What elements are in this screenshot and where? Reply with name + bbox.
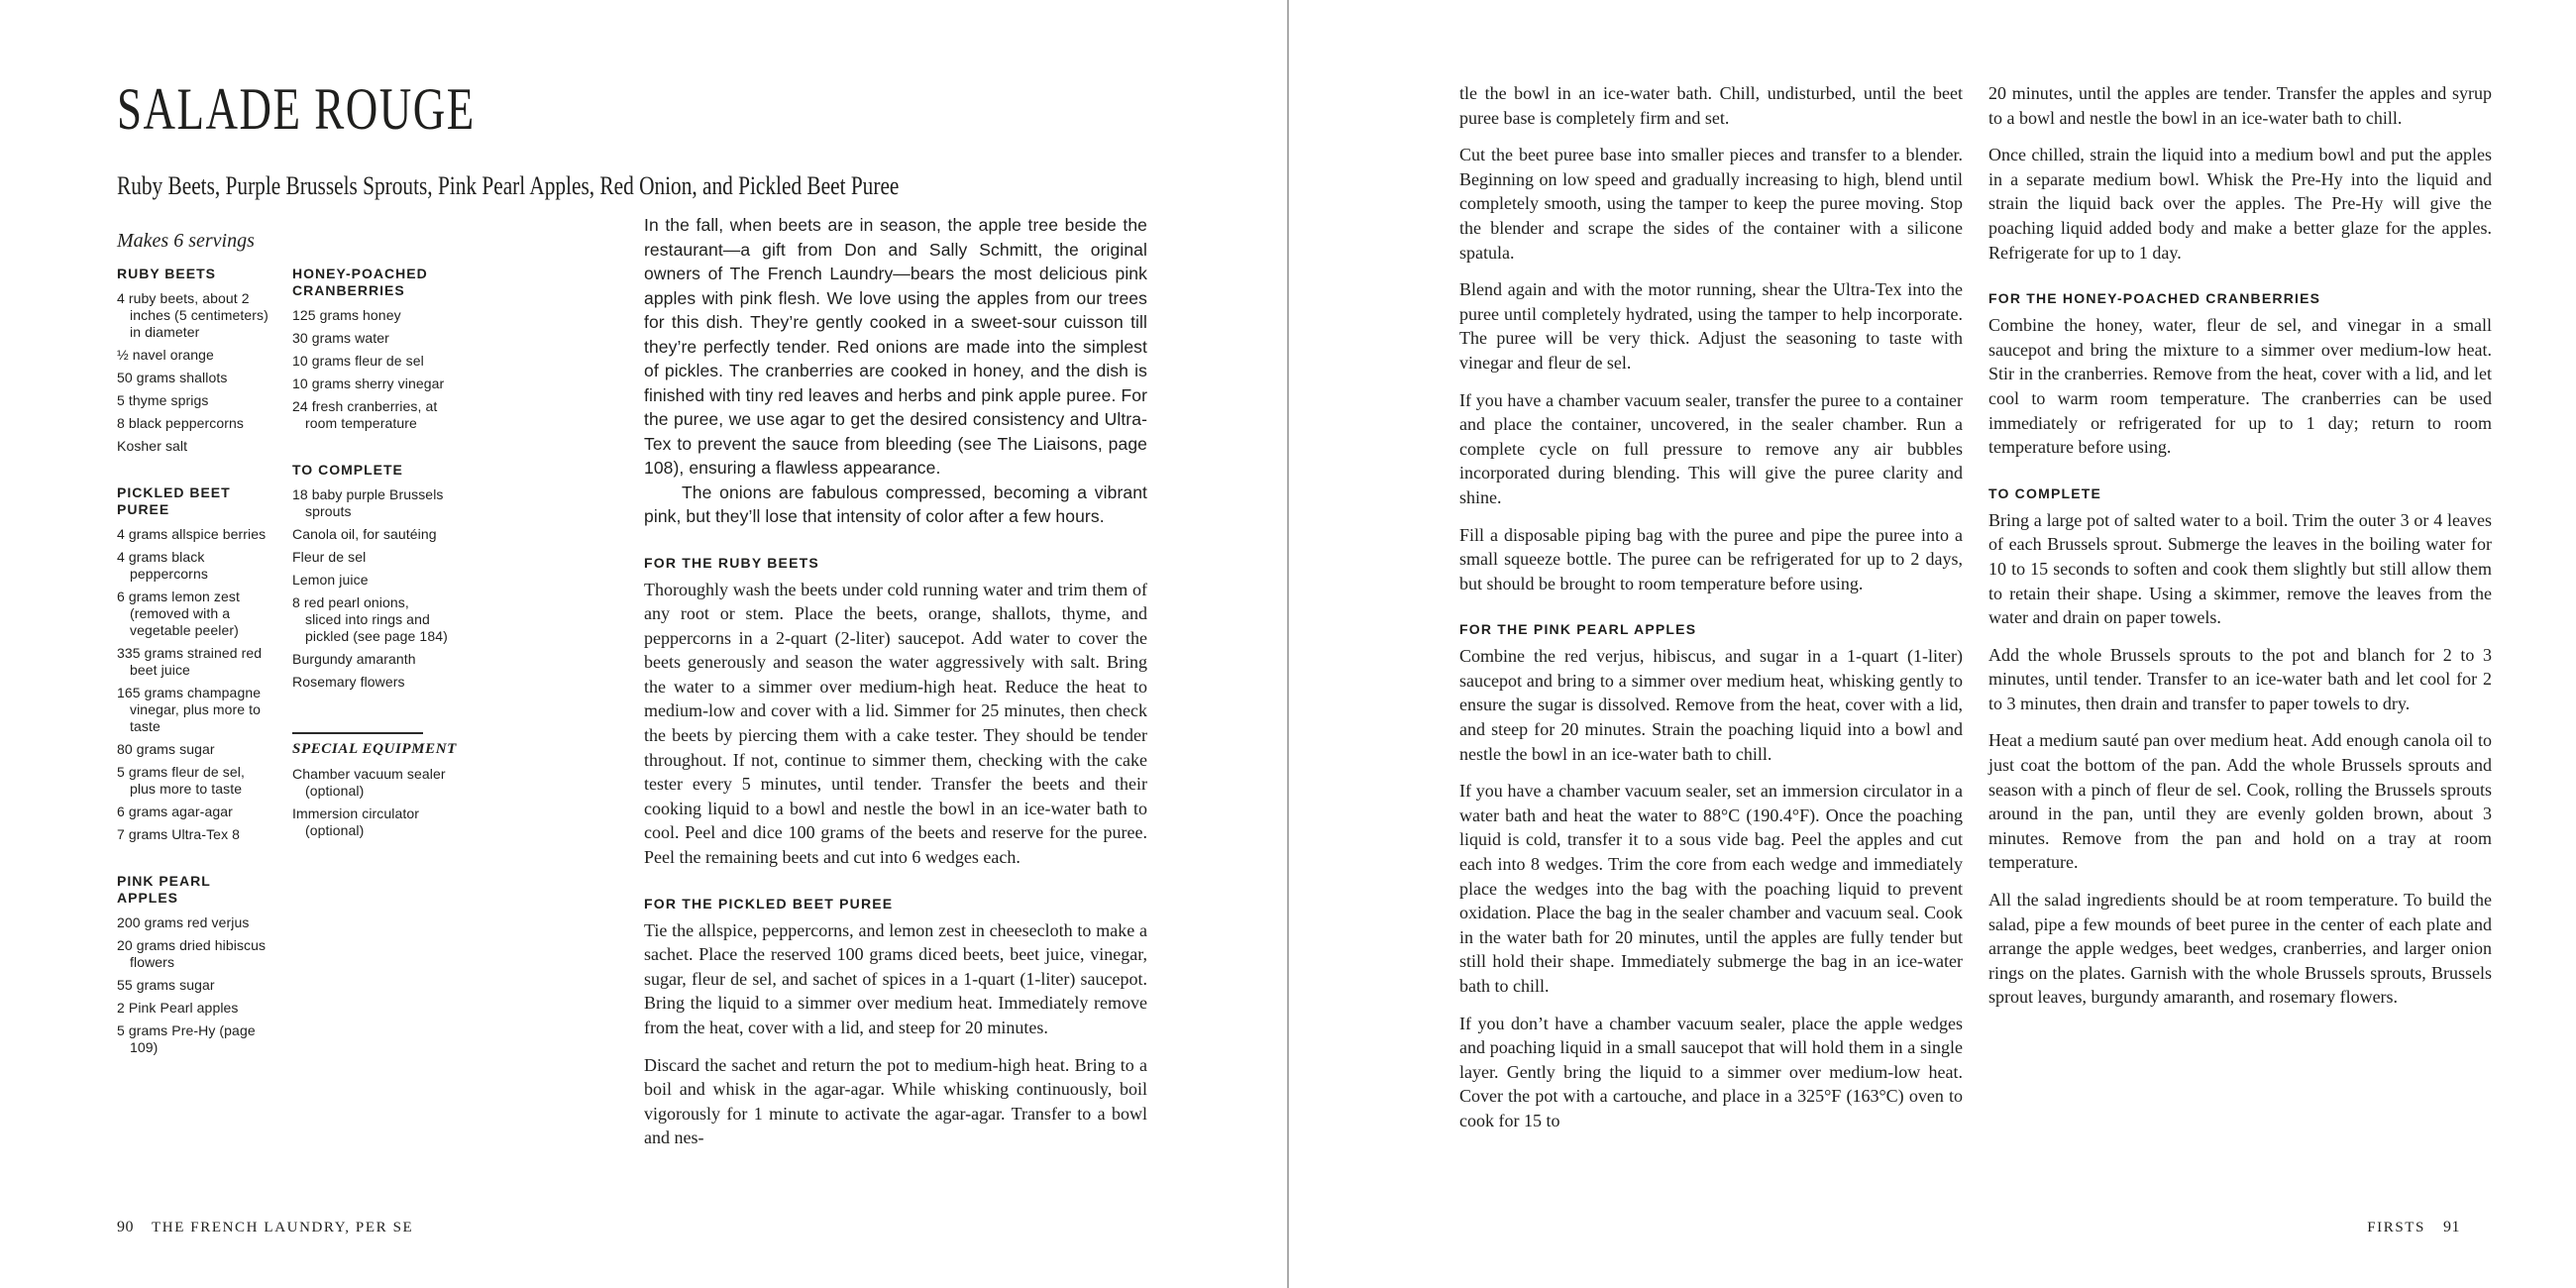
section-heading: FOR THE PICKLED BEET PUREE <box>644 895 894 912</box>
ingredient-item: Burgundy amaranth <box>292 651 416 667</box>
servings-note: Makes 6 servings <box>117 230 255 252</box>
ingredient-item: 6 grams agar-agar <box>117 804 233 819</box>
text-column-2 <box>1988 81 2492 1022</box>
ingredient-item: 5 thyme sprigs <box>117 392 209 408</box>
ingredient-item: Immersion circulator (optional) <box>292 805 420 838</box>
ingredient-group-heading: SPECIAL EQUIPMENT <box>292 732 423 758</box>
ingredient-item: 30 grams water <box>292 330 389 346</box>
ingredient-item: 335 grams strained red beet juice <box>117 645 263 678</box>
ingredient-group-heading: RUBY BEETS <box>117 266 216 281</box>
ingredient-item: 5 grams fleur de sel, plus more to taste <box>117 764 245 797</box>
ingredient-group <box>292 732 457 839</box>
paragraph: 20 minutes, until the apples are tender. Transfer the apples and syrup to a bowl and nestle the bowl in an ice-water bath to chill. <box>1988 83 2492 128</box>
ingredient-item: 80 grams sugar <box>117 741 215 757</box>
ingredient-item: 55 grams sugar <box>117 977 215 993</box>
book-title: THE FRENCH LAUNDRY, PER SE <box>152 1220 414 1235</box>
ingredient-item: 2 Pink Pearl apples <box>117 1000 239 1016</box>
ingredient-item: 165 grams champagne vinegar, plus more to taste <box>117 685 262 734</box>
ingredient-item: 7 grams Ultra-Tex 8 <box>117 826 241 842</box>
ingredient-item: 5 grams Pre-Hy (page 109) <box>117 1022 256 1055</box>
section-name: FIRSTS <box>2367 1220 2425 1235</box>
ingredient-item: 6 grams lemon zest (removed with a vegetable peeler) <box>117 589 240 638</box>
ingredient-group-heading: HONEY-POACHED CRANBERRIES <box>292 266 428 298</box>
ingredient-item: 10 grams fleur de sel <box>292 353 424 369</box>
ingredient-item: 50 grams shallots <box>117 370 228 385</box>
ingredients-column-1 <box>117 266 273 1086</box>
ingredient-item: 200 grams red verjus <box>117 914 250 930</box>
paragraph: tle the bowl in an ice-water bath. Chill, undisturbed, until the beet puree base is completely firm and set. <box>1459 83 1963 128</box>
recipe-title: SALADE ROUGE <box>117 76 476 142</box>
page-number-left: 90 <box>117 1219 134 1235</box>
ingredient-item: 18 baby purple Brussels sprouts <box>292 486 444 519</box>
ingredient-item: 4 grams allspice berries <box>117 526 267 542</box>
ingredient-group-heading: PINK PEARL APPLES <box>117 873 211 906</box>
paragraph: Discard the sachet and return the pot to medium-high heat. Bring to a boil and whisk in the agar-agar. While whisking continuously, boil vigorously for 1 minute to activate the agar-agar. Transfer to a bowl and nes- <box>644 1054 1147 1148</box>
paragraph: All the salad ingredients should be at room temperature. To build the salad, pipe a few mounds of beet puree in the center of each plate and arrange the apple wedges, beet wedges, cranberries, and larger onion rings on the plates. Garnish with the whole Brussels sprouts, Brussels sprout leaves, burgundy amaranth, and rosemary flowers. <box>1988 890 2492 1008</box>
headnote-paragraph: The onions are fabulous compressed, becoming a vibrant pink, but they’ll lose that intensity of color after a few hours. <box>644 482 1147 526</box>
paragraph: Heat a medium sauté pan over medium heat. Add enough canola oil to just coat the bottom of the pan. Add the whole Brussels sprouts and season with a pinch of fleur de sel. Cook, rolling the Brussels sprouts around in the pan, until they are evenly golden brown, about 3 minutes. Remove from the pan and hold on a tray at room temperature. <box>1988 730 2492 873</box>
section-heading: FOR THE HONEY-POACHED CRANBERRIES <box>1988 290 2321 307</box>
paragraph: Blend again and with the motor running, shear the Ultra-Tex into the puree until completely hydrated, using the tamper to help incorporate. The puree will be very thick. Adjust the seasoning to taste with vinegar and fleur de sel. <box>1459 279 1963 373</box>
ingredient-item: 8 red pearl onions, sliced into rings and pickled (see page 184) <box>292 594 448 644</box>
text-column-1 <box>1459 81 1963 1146</box>
ingredient-item: Lemon juice <box>292 572 369 588</box>
ingredient-item: Rosemary flowers <box>292 674 405 690</box>
page-number-right: 91 <box>2443 1219 2460 1235</box>
ingredient-group-heading: PICKLED BEET PUREE <box>117 484 231 517</box>
paragraph: Combine the red verjus, hibiscus, and sugar in a 1-quart (1-liter) saucepot and bring to a simmer over medium heat, whisking gently to ensure the sugar is dissolved. Remove from the heat, cover with a lid, and steep for 20 minutes. Strain the poaching liquid into a bowl and nestle the bowl in an ice-water bath to chill. <box>1459 646 1963 764</box>
method-blocks-left <box>644 555 1147 1150</box>
paragraph: Fill a disposable piping bag with the puree and pipe the puree into a small squeeze bottle. The puree can be refrigerated for up to 2 days, but should be brought to room temperature before using. <box>1459 524 1963 593</box>
section-heading: FOR THE RUBY BEETS <box>644 554 819 571</box>
ingredient-item: 125 grams honey <box>292 307 401 323</box>
ingredient-item: 20 grams dried hibiscus flowers <box>117 937 267 970</box>
ingredient-item: Canola oil, for sautéing <box>292 526 437 542</box>
recipe-subtitle: Ruby Beets, Purple Brussels Sprouts, Pink Pearl Apples, Red Onion, and Pickled Beet Puree <box>117 171 900 200</box>
ingredient-item: ½ navel orange <box>117 347 214 363</box>
ingredient-item: 24 fresh cranberries, at room temperature <box>292 398 438 431</box>
ingredient-item: Fleur de sel <box>292 549 367 565</box>
paragraph: Bring a large pot of salted water to a boil. Trim the outer 3 or 4 leaves of each Brussels sprout. Submerge the leaves in the boiling water for 10 to 15 seconds to soften and cook them slightly but still allow them to retain their shape. Using a skimmer, remove the leaves from the water and drain on paper towels. <box>1988 509 2492 628</box>
paragraph: Add the whole Brussels sprouts to the pot and blanch for 2 to 3 minutes, until tender. Transfer to an ice-water bath and let cool for 2 to 3 minutes, then drain and transfer to paper towels to dry. <box>1988 644 2492 713</box>
ingredient-item: 8 black peppercorns <box>117 415 244 431</box>
paragraph: Combine the honey, water, fleur de sel, and vinegar in a small saucepot and bring the mixture to a simmer over medium-low heat. Stir in the cranberries. Remove from the heat, cover with a lid, and let cool to warm room temperature. The cranberries can be used immediately or refrigerated for up to 1 day; return to room temperature before using. <box>1988 315 2492 458</box>
paragraph: If you have a chamber vacuum sealer, set an immersion circulator in a water bath and heat the water to 88°C (190.4°F). Once the poaching liquid is cold, transfer it to a sous vide bag. Peel the apples and cut each into 8 wedges. Trim the core from each wedge and immediately place the wedges into the bag with the poaching liquid to prevent oxidation. Place the bag in the sealer chamber and vacuum seal. Cook in the water bath for 20 minutes, until the apples are fully tender but still hold their shape. Immediately submerge the bag in an ice-water bath to chill. <box>1459 781 1963 996</box>
ingredient-group <box>292 266 449 432</box>
ingredients-column-2 <box>292 266 457 869</box>
method-column-left <box>644 213 1147 1163</box>
headnote <box>644 213 1147 529</box>
paragraph: If you don’t have a chamber vacuum sealer, place the apple wedges and poaching liquid in a small saucepot that will hold them in a single layer. Gently bring the liquid to a simmer over medium-low heat. Cover the pot with a cartouche, and place in a 325°F (163°C) oven to cook for 15 to <box>1459 1013 1963 1130</box>
ingredient-group <box>117 266 273 455</box>
ingredient-item: 4 ruby beets, about 2 inches (5 centimeters) in diameter <box>117 290 268 340</box>
footer-left <box>117 1219 413 1236</box>
paragraph: Once chilled, strain the liquid into a medium bowl and put the apples in a separate medium bowl. Whisk the Pre-Hy into the liquid and strain the liquid back over the apples. The Pre-Hy will give the poaching liquid added body and make a better glaze for the apples. Refrigerate for up to 1 day. <box>1988 145 2492 263</box>
footer-right <box>2367 1219 2460 1236</box>
ingredient-group <box>117 484 273 843</box>
headnote-paragraph: In the fall, when beets are in season, the apple tree beside the restaurant—a gift from Don and Sally Schmitt, the original owners of The French Laundry—bears the most delicious pink apples with pink flesh. We love using the apples from our trees for this dish. They’re gently cooked in a sweet-sour cuisson till they’re perfectly tender. Red onions are made into the simplest of pickles. The cranberries are cooked in honey, and the dish is finished with tiny red leaves and herbs and pink apple puree. For the puree, we use agar to get the desired consistency and Ultra-Tex to prevent the sauce from bleeding (see The Liaisons, page 108), ensuring a flawless appearance. <box>644 215 1147 478</box>
paragraph: Thoroughly wash the beets under cold running water and trim them of any root or stem. Place the beets, orange, shallots, thyme, and peppercorns in a 2-quart (2-liter) saucepot. Add water to cover the beets generously and season the water aggressively with salt. Bring the water to a simmer over medium-high heat. Reduce the heat to medium-low and cover with a lid. Simmer for 25 minutes, then check the beets by piercing them with a cake tester. They should be tender throughout. If not, continue to simmer them, checking with the cake tester every 5 minutes, until tender. Transfer the beets and their cooking liquid to a bowl and nestle the bowl in an ice-water bath to cool. Peel and dice 100 grams of the beets and reserve for the puree. Peel the remaining beets and cut into 6 wedges each. <box>644 579 1147 868</box>
paragraph: If you have a chamber vacuum sealer, transfer the puree to a container and place the container, uncovered, in the sealer chamber. Run a complete cycle on full pressure to remove any air bubbles incorporated during blending. This will give the puree clarity and shine. <box>1459 389 1963 507</box>
page-gutter-divider <box>1287 0 1289 1288</box>
ingredient-group <box>117 873 273 1056</box>
ingredient-group-heading: TO COMPLETE <box>292 462 403 478</box>
ingredient-group <box>292 462 449 691</box>
ingredient-item: 4 grams black peppercorns <box>117 549 208 582</box>
paragraph: Cut the beet puree base into smaller pieces and transfer to a blender. Beginning on low speed and gradually increasing to high, blend until completely smooth, using the tamper to keep the puree moving. Stop the blender and scrape the sides of the container with a silicone spatula. <box>1459 145 1963 263</box>
ingredient-item: 10 grams sherry vinegar <box>292 376 445 391</box>
section-heading: TO COMPLETE <box>1988 484 2102 501</box>
paragraph: Tie the allspice, peppercorns, and lemon zest in cheesecloth to make a sachet. Place the reserved 100 grams diced beets, beet juice, vinegar, sugar, fleur de sel, and sachet of spices in a 1-quart (1-liter) saucepot. Bring the liquid to a simmer over medium heat. Immediately remove from the heat, cover with a lid, and steep for 20 minutes. <box>644 919 1147 1037</box>
ingredient-item: Kosher salt <box>117 438 188 454</box>
ingredient-item: Chamber vacuum sealer (optional) <box>292 766 446 799</box>
section-heading: FOR THE PINK PEARL APPLES <box>1459 621 1697 638</box>
